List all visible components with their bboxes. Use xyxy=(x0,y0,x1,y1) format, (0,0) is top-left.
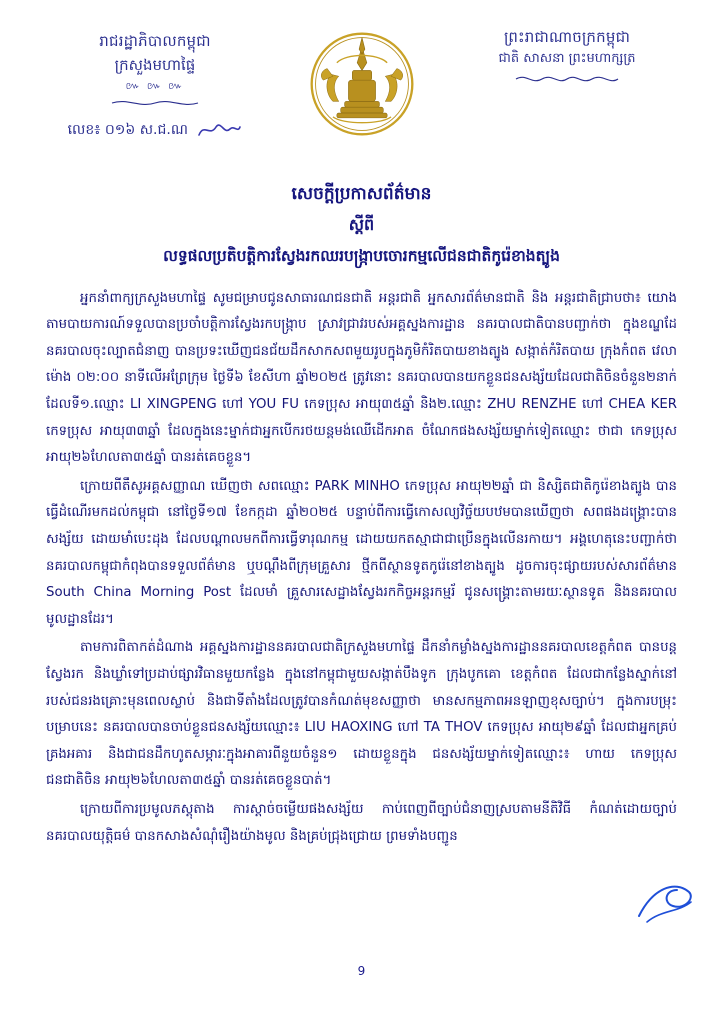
page-number: 9 xyxy=(357,964,366,978)
header-left-block xyxy=(40,30,270,141)
ministry-name: ក្រសួងមហាផ្ទៃ xyxy=(114,55,196,74)
body-paragraph: តាមការពិតាកត់ដំណាង អគ្គស្នងការដ្ឋាននគរបាលជាតិក្រសួងមហាផ្ទៃ ដឹកនាំកម្លាំងស្នងការដ្ឋាននគរបាលខេត្តកំពត បានបន្តស្វែងរក និងឃ្លាំទៅប្រដាប់ផ្សារវិធានមួយកន្លែង ក្នុងនៅកម្ពុជាមួយសង្កាត់បឹងទូក ក្រុងបូកគោ ខេត្តកំពត ដែលជាកន្លែងស្នាក់នៅរបស់ជនរងគ្រោះមុនពេលស្លាប់ និងជាទីតាំងដែលត្រូវបានកំណត់មុខសញ្ញាថា មានសកម្មភាពអនឡាញខុសច្បាប់។ ក្នុងការបម្រុះបម្រាបនេះ នគរបាលបានចាប់ខ្លួនជនសង្ស័យឈ្មោះ៖ LIU HAOXING ហៅ TA THOV កេទប្រុស អាយុ២៩ឆ្នាំ ដែលជាអ្នកគ្រប់គ្រងអគារ និងជាជនដឹកហូតសម្ភារៈក្នុងអាគារពីនួយចំនួន១ ដោយខ្លួនក្នុង ជនសង្ស័យម្នាក់ទៀតឈ្មោះ៖ ហាយ កេទប្រុស ជនជាតិចិន អាយុ២៦ហែលតា៣៥ឆ្នាំ បានរត់គេចខ្លួនបាត់។ xyxy=(46,640,677,789)
kingdom-name: ព្រះរាជាណាចក្រកម្ពុជា xyxy=(503,28,631,46)
ministry-government-line: រាជរដ្ឋាភិបាលកម្ពុជា xyxy=(99,32,211,50)
page-title-sub: ស្ដីពី xyxy=(348,215,375,235)
page-title: សេចក្ដីប្រកាសព័ត៌មាន xyxy=(291,184,432,204)
header-left-dots: ៚ ៚ ៚ xyxy=(125,80,185,92)
royal-emblem-icon xyxy=(303,24,421,144)
national-motto: ជាតិ សាសនា ព្រះមហាក្សត្រ xyxy=(498,50,636,66)
body-paragraph: ក្រោយពីតឹសូអគ្គសញ្ញាណ ឃើញថា សពឈ្មោះ PARK MINHO កេទប្រុស អាយុ២២ឆ្នាំ ជា និស្សិតជាតិកូរ៉េខាងត្បូង បានធ្វើដំណើរមកដល់កម្ពុជា នៅថ្ងៃទី១៧ ខែកក្កដា ឆ្នាំ២០២៥ បន្ទាប់ពីការធ្វើកោសល្យវិច្ច័យបឋមបានឃើញថា សពផងដង្គ្រោះបានសង្ស័យ ដោយមាំបេះដុង ដែលបណ្ដាលមកពីការធ្វើទារុណកម្ម ដោយយកតស្មាជាជាប្រើនក្នុងលើនរកាយ។ អង្គហេតុនេះបញ្ជាក់ថា នគរបាលកម្ពុជាកំពុងបានទទួលព័ត៌មាន ឬបណ្ដឹងពីក្រុមគ្រួសារ ថ្មីកពីស្ថានទូតកូរ៉េនៅខាងត្បូង ដូចការចុះផ្សាយរបស់សារព័ត៌មាន South China Morning Post ដែលមាំ គ្រួសារសេដ្ឋាងស្វែងរកកិច្ចអន្តរកម្មរ័ ជូនសង្រ្គោះតាមរយៈស្ថានទូត និងនគរបាលមូលដ្ឋានដែរ។ xyxy=(46,478,677,627)
page-title-subject: លទ្ធផលប្រតិបត្តិការស្វែងរកឈរបង្ក្រាបចោរកម្មលើជនជាតិកូរ៉េខាងត្បូង xyxy=(163,246,560,265)
document-title-block xyxy=(0,178,723,272)
left-divider-ornament xyxy=(110,98,200,108)
signature-flourish-icon xyxy=(635,876,695,928)
handwritten-mark-icon xyxy=(196,121,242,139)
body-paragraph: អ្នកនាំពាក្យក្រសួងមហាផ្ទៃ សូមជម្រាបជូនសាធារណជនជាតិ អន្តរជាតិ អ្នកសារព័ត៌មានជាតិ និង អន្តរជាតិជ្រាបថា៖ យោងតាមបាយការណ៍ទទួលបានប្រចាំបត្តិការស្វែងរកបង្ក្រាប ស្រាវជ្រាវរបស់អគ្គស្នងការដ្ឋាន នគរបាលជាតិបានបញ្ជាក់ថា ក្នុងខណ្ឌដែនគរបាលចុះល្បាតជំនាញ បានប្រទះឃើញជនជ័យដឹកសាកសពមួយរូបក្នុងភូមិកំរិតបាយខាងត្បូង សង្កាត់កំរិតបាយ ក្រុងកំពត វេលាម៉ោង ០២:០០ នាទីលើអព្រែក្រុម ថ្ងៃទី៦ ខែសីហា ឆ្នាំ២០២៥ ត្រូវនោះ នគរបាលបានយកខ្លួនជនសង្ស័យដែលជាតិចិនចំនួន២នាក់ ដែលទី១.ឈ្មោះ LI XINGPENG ហៅ YOU FU កេទប្រុស អាយុ៣៥ឆ្នាំ និង២.ឈ្មោះ ZHU RENZHE ហៅ CHEA KER កេទប្រុស អាយុ៣៣ឆ្នាំ ដែលក្នុងនេះម្នាក់ជាអ្នកបើករថយន្តមង់ឈើដើកអាត ចំណែកផងសង្ស័យម្នាក់ទៀតឈ្មោះ ថាជា កេទប្រុស អាយុ២៦ហែលតា៣៥ឆ្នាំ បានរត់គេចខ្លួន។ xyxy=(46,290,677,466)
document-header xyxy=(0,0,723,160)
document-number-text: លេខ៖ ០១៦ ស.ជ.ណ xyxy=(67,121,188,138)
document-body xyxy=(46,286,677,850)
body-paragraph: ក្រោយពីការប្រមូលភស្តុតាង ការស្ដាច់ចម្លើយផងសង្ស័យ កាប់ពេញពីច្បាប់ជំនាញស្របតាមនីតិវិធី កំណត់ដោយច្បាប់ នគរបាលយុត្តិធម៌ បានកសាងសំណុំរឿងយ៉ាងមូល និងគ្រប់ជ្រុងជ្រោយ ព្រមទាំងបញ្ជូន xyxy=(46,801,677,844)
document-number xyxy=(40,120,270,141)
header-right-block xyxy=(447,26,687,85)
right-divider-ornament xyxy=(512,73,622,85)
